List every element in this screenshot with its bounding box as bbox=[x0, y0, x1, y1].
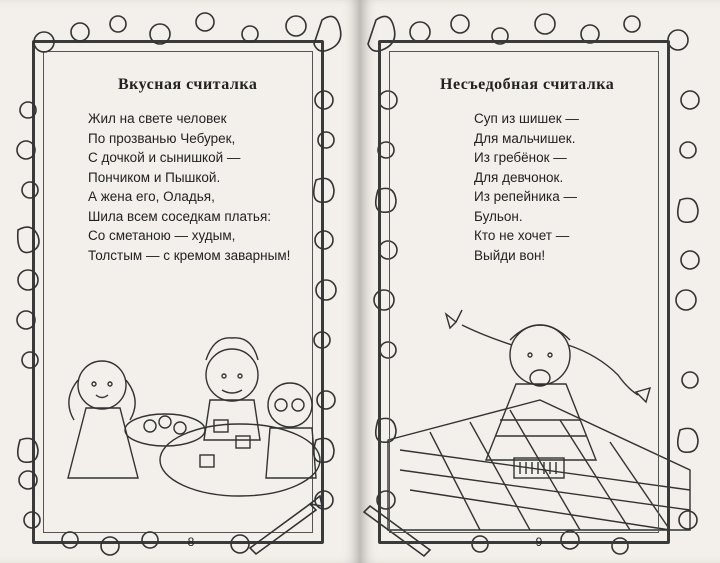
poem-line: С дочкой и сынишкой — bbox=[88, 150, 241, 165]
poem-line: По прозванью Чебурек, bbox=[88, 130, 236, 146]
poem-line: Пончиком и Пышкой. bbox=[88, 169, 221, 185]
poem-line: Выйди вон! bbox=[474, 247, 546, 263]
poem-line: Бульон. bbox=[474, 208, 523, 224]
poem-line: Со сметаною — худым, bbox=[88, 228, 236, 243]
children-illustration-icon bbox=[68, 338, 320, 496]
right-poem bbox=[474, 109, 579, 265]
left-page-number: 8 bbox=[187, 535, 195, 549]
poem-line: Шила всем соседкам платья: bbox=[88, 208, 272, 224]
poem-line: Для мальчишек. bbox=[474, 130, 576, 146]
poem-line: Кто не хочет — bbox=[474, 228, 570, 243]
poem-line: Суп из шишек — bbox=[474, 111, 579, 126]
poem-line: Жил на свете человек bbox=[88, 111, 227, 126]
right-page bbox=[360, 0, 720, 563]
right-page-number: 9 bbox=[535, 535, 543, 549]
poem-line: Из репейника — bbox=[474, 189, 577, 204]
right-page-title: Несъедобная считалка bbox=[440, 76, 615, 93]
left-poem bbox=[88, 109, 290, 265]
ornament-ball-icon bbox=[34, 32, 54, 52]
poem-line: Толстым — с кремом заварным! bbox=[88, 247, 291, 263]
left-page-title: Вкусная считалка bbox=[118, 76, 258, 93]
poem-line: А жена его, Оладья, bbox=[88, 189, 215, 204]
poem-line: Из гребёнок — bbox=[474, 150, 567, 165]
poem-line: Для девчонок. bbox=[474, 169, 564, 185]
